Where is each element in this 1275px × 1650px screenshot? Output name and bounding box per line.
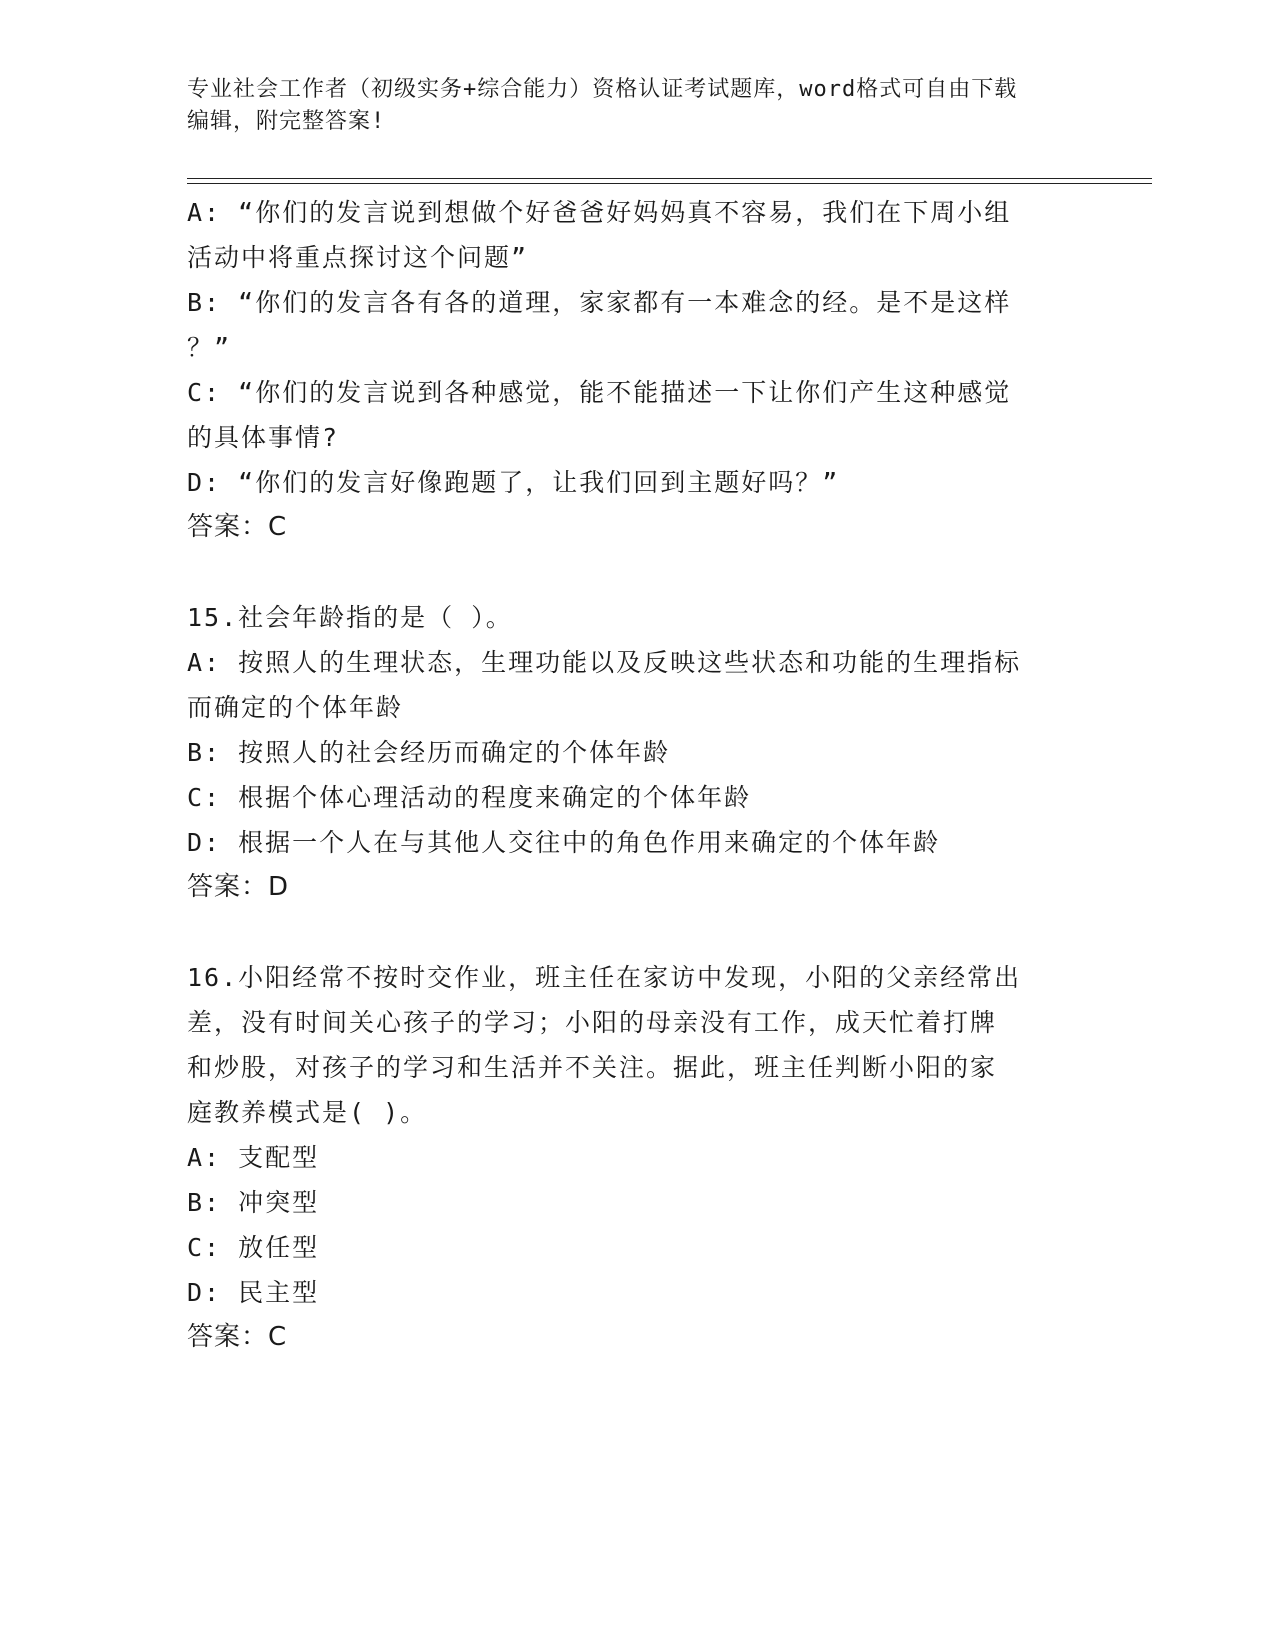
option-a: A: 支配型: [187, 1143, 320, 1172]
option-b: B: 冲突型: [187, 1188, 320, 1217]
option-b: B: 按照人的社会经历而确定的个体年龄: [187, 738, 671, 767]
option-d: D: 民主型: [187, 1278, 320, 1307]
question-15: [187, 595, 1087, 910]
question-content: [187, 190, 1087, 1360]
spacer: [187, 910, 1087, 955]
question-16: [187, 955, 1087, 1360]
option-a-line-1: A: 按照人的生理状态，生理功能以及反映这些状态和功能的生理指标: [187, 648, 1022, 677]
option-a-line-2: 活动中将重点探讨这个问题”: [187, 243, 529, 272]
spacer: [187, 550, 1087, 595]
answer-15: 答案：D: [187, 872, 290, 902]
option-c-line-1: C: “你们的发言说到各种感觉，能不能描述一下让你们产生这种感觉: [187, 378, 1012, 407]
option-c-line-2: 的具体事情?: [187, 423, 340, 452]
option-b-line-2: ？”: [187, 333, 232, 362]
header-line-1: 专业社会工作者（初级实务+综合能力）资格认证考试题库，word格式可自由下载: [187, 77, 1018, 102]
option-d: D: “你们的发言好像跑题了，让我们回到主题好吗？”: [187, 468, 840, 497]
header-line-2: 编辑，附完整答案!: [187, 109, 386, 134]
answer-14: 答案：C: [187, 512, 288, 542]
question-14-options: [187, 190, 1087, 550]
option-c: C: 放任型: [187, 1233, 320, 1262]
option-a-line-2: 而确定的个体年龄: [187, 693, 404, 722]
question-16-stem-line-1: 16.小阳经常不按时交作业，班主任在家访中发现，小阳的父亲经常出: [187, 963, 1022, 992]
answer-16: 答案：C: [187, 1322, 288, 1352]
option-c: C: 根据个体心理活动的程度来确定的个体年龄: [187, 783, 752, 812]
question-15-stem: 15.社会年龄指的是（ ）。: [187, 603, 513, 632]
option-a-line-1: A: “你们的发言说到想做个好爸爸好妈妈真不容易，我们在下周小组: [187, 198, 1012, 227]
question-16-stem-line-3: 和炒股，对孩子的学习和生活并不关注。据此，班主任判断小阳的家: [187, 1053, 998, 1082]
header-divider-top: [187, 178, 1152, 179]
document-header: [187, 74, 1087, 138]
header-divider-bottom: [187, 183, 1152, 184]
question-16-stem-line-2: 差，没有时间关心孩子的学习；小阳的母亲没有工作，成天忙着打牌: [187, 1008, 998, 1037]
option-d: D: 根据一个人在与其他人交往中的角色作用来确定的个体年龄: [187, 828, 941, 857]
option-b-line-1: B: “你们的发言各有各的道理，家家都有一本难念的经。是不是这样: [187, 288, 1012, 317]
question-16-stem-line-4: 庭教养模式是( )。: [187, 1098, 428, 1127]
